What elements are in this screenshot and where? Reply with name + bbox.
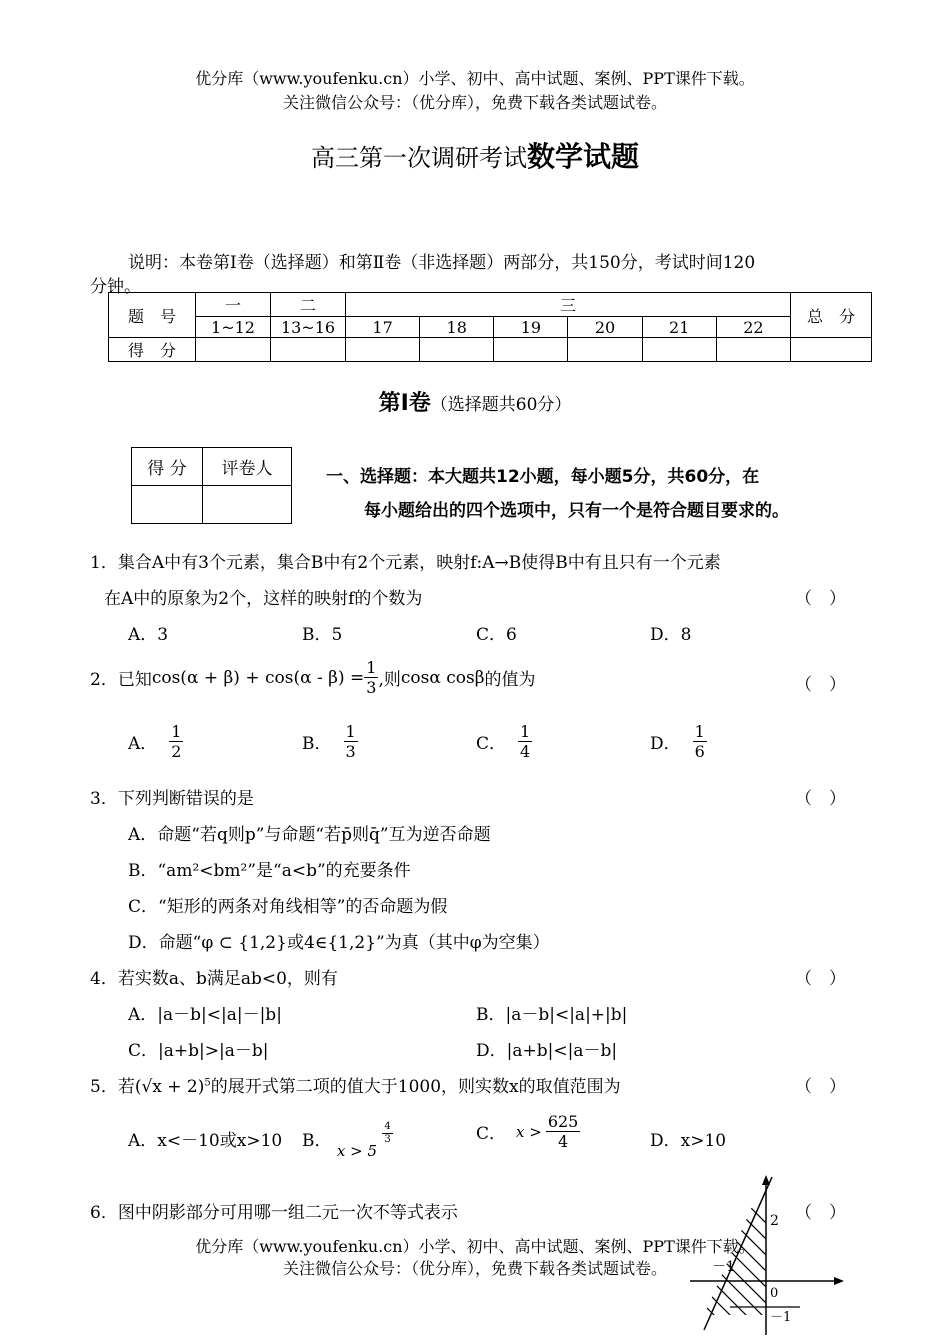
q2-expr2: cosα cosβ xyxy=(400,667,485,688)
section1-line-1: 一、选择题：本大题共12小题，每小题5分，共60分，在 xyxy=(326,467,760,487)
score-table-header: 题 号 xyxy=(109,293,196,338)
q1-line-1: 1．集合A中有3个元素，集合B中有2个元素，映射f:A→B使得B中有且只有一个元素 xyxy=(90,553,721,573)
page-title xyxy=(0,135,950,175)
section1-line-2: 每小题给出的四个选项中，只有一个是符合题目要求的。 xyxy=(364,501,789,521)
col-20: 20 xyxy=(568,317,642,338)
score-row-label: 得 分 xyxy=(109,338,196,362)
frac-num: 1 xyxy=(171,722,182,741)
label-neg1-x: －1 xyxy=(712,1259,735,1275)
group-1: 一 xyxy=(196,293,271,317)
header-line-2: 关注微信公众号：（优分库），免费下载各类试题试卷。 xyxy=(282,93,667,112)
q2-option-d[interactable] xyxy=(650,722,707,761)
col-21: 21 xyxy=(642,317,716,338)
q1-option-a[interactable]: A．3 xyxy=(128,625,169,645)
q1-option-d[interactable]: D．8 xyxy=(650,625,692,645)
q2-mid: ,则 xyxy=(378,670,401,690)
score-cell[interactable] xyxy=(420,338,494,362)
frac-num: 1 xyxy=(694,722,705,741)
q2-frac xyxy=(364,658,378,697)
q1-answer-blank[interactable]: （ ） xyxy=(795,589,846,609)
score-cell[interactable] xyxy=(642,338,716,362)
q1-option-c[interactable]: C．6 xyxy=(476,625,517,645)
col-1-12: 1~12 xyxy=(196,317,271,338)
grader-table xyxy=(131,447,292,524)
q5-answer-blank[interactable]: （ ） xyxy=(795,1077,846,1097)
score-table xyxy=(108,292,872,362)
frac-num: 1 xyxy=(520,722,531,741)
col-18: 18 xyxy=(420,317,494,338)
frac-num: 1 xyxy=(345,722,356,741)
q2-prefix: 2．已知 xyxy=(90,670,152,690)
q2-option-c-label: C． xyxy=(476,734,507,754)
q4-answer-blank[interactable]: （ ） xyxy=(795,969,846,989)
q2-expr: cos(α + β) + cos(α - β) = xyxy=(151,667,365,688)
frac-num: 4 xyxy=(384,1121,391,1132)
q5-suffix: 的展开式第二项的值大于1000，则实数x的取值范围为 xyxy=(210,1077,621,1097)
q2-frac-num: 1 xyxy=(366,658,377,677)
score-cell[interactable] xyxy=(196,338,271,362)
q5-option-d[interactable]: D．x>10 xyxy=(650,1131,727,1151)
col-19: 19 xyxy=(494,317,568,338)
q2-option-b-frac xyxy=(344,722,358,761)
q3-answer-blank[interactable]: （ ） xyxy=(795,789,846,809)
q5-option-c[interactable] xyxy=(476,1112,580,1151)
frac-num: 625 xyxy=(547,1112,579,1131)
frac-den: 6 xyxy=(694,742,705,761)
score-cell[interactable] xyxy=(568,338,642,362)
q3-option-d[interactable]: D．命题“φ ⊂ {1,2}或4∈{1,2}”为真（其中φ为空集） xyxy=(128,933,550,953)
q2-option-b-label: B． xyxy=(302,734,332,754)
title-main: 数学试题 xyxy=(526,140,639,173)
q2-frac-den: 3 xyxy=(366,678,377,697)
q5-option-b[interactable] xyxy=(302,1121,393,1160)
q5-option-c-frac xyxy=(546,1112,581,1151)
frac-den: 4 xyxy=(520,742,531,761)
q4-option-b[interactable]: B．|a－b|<|a|+|b| xyxy=(476,1005,628,1025)
frac-den: 3 xyxy=(345,742,356,761)
frac-den: 2 xyxy=(171,742,182,761)
q5-option-c-label: C． xyxy=(476,1124,507,1144)
group-2: 二 xyxy=(271,293,346,317)
q4-stem: 4．若实数a、b满足ab<0，则有 xyxy=(90,969,338,989)
q5-option-b-exp xyxy=(382,1121,392,1146)
q6-stem: 6．图中阴影部分可用哪一组二元一次不等式表示 xyxy=(90,1203,458,1223)
total-label: 总 分 xyxy=(791,293,872,338)
label-origin: 0 xyxy=(770,1286,779,1301)
grader-score-cell[interactable] xyxy=(132,486,203,524)
q3-option-c[interactable]: C．“矩形的两条对角线相等”的否命题为假 xyxy=(128,897,448,917)
header-line-1: 优分库（www.youfenku.cn）小学、初中、高中试题、案例、PPT课件下载。 xyxy=(195,69,755,88)
grader-name-cell[interactable] xyxy=(203,486,292,524)
q5-stem xyxy=(90,1072,621,1097)
q2-option-a-frac xyxy=(169,722,183,761)
q2-option-d-frac xyxy=(693,722,707,761)
q2-option-c[interactable] xyxy=(476,722,532,761)
q5-option-a[interactable]: A．x<－10或x>10 xyxy=(128,1131,283,1151)
col-13-16: 13~16 xyxy=(271,317,346,338)
q4-option-c[interactable]: C．|a+b|>|a－b| xyxy=(128,1041,269,1061)
q1-line-2: 在A中的原象为2个，这样的映射f的个数为 xyxy=(104,589,423,609)
score-cell[interactable] xyxy=(791,338,872,362)
q5-option-b-label: B． xyxy=(302,1131,332,1151)
score-cell[interactable] xyxy=(346,338,420,362)
q2-option-c-frac xyxy=(518,722,532,761)
score-cell[interactable] xyxy=(716,338,790,362)
label-two: 2 xyxy=(770,1213,779,1229)
frac-den: 3 xyxy=(384,1134,391,1145)
q5-exp: 5 xyxy=(204,1077,211,1089)
q2-option-b[interactable] xyxy=(302,722,358,761)
q4-option-a[interactable]: A．|a－b|<|a|－|b| xyxy=(128,1005,282,1025)
q2-answer-blank[interactable]: （ ） xyxy=(795,675,846,695)
q2-option-d-label: D． xyxy=(650,734,681,754)
grader-score-label: 得 分 xyxy=(132,448,203,486)
q1-option-b[interactable]: B．5 xyxy=(302,625,343,645)
q6-answer-blank[interactable]: （ ） xyxy=(795,1203,846,1223)
q5-prefix: 5．若(√x + 2) xyxy=(90,1077,205,1097)
q3-stem: 3．下列判断错误的是 xyxy=(90,789,254,809)
col-22: 22 xyxy=(716,317,790,338)
intro-line-2: 分钟。 xyxy=(90,277,141,297)
grader-label: 评卷人 xyxy=(203,448,292,486)
q3-option-b[interactable]: B．“am²<bm²”是“a<b”的充要条件 xyxy=(128,861,411,881)
q2-stem xyxy=(90,658,536,697)
footer-line-2: 关注微信公众号：（优分库），免费下载各类试题试卷。 xyxy=(282,1259,667,1278)
frac-den: 4 xyxy=(557,1132,569,1151)
label-neg1-y: －1 xyxy=(770,1310,792,1325)
q5-option-b-expr: x > 5 xyxy=(336,1142,378,1160)
q4-option-d[interactable]: D．|a+b|<|a－b| xyxy=(476,1041,618,1061)
part1-heading xyxy=(0,386,950,417)
part1-subtitle: （选择题共60分） xyxy=(430,395,572,415)
score-cell[interactable] xyxy=(494,338,568,362)
intro-line-1: 说明：本卷第Ⅰ卷（选择题）和第Ⅱ卷（非选择题）两部分，共150分，考试时间120 xyxy=(128,253,756,273)
title-prefix: 高三第一次调研考试 xyxy=(310,144,527,172)
q5-option-c-expr: x > xyxy=(516,1122,542,1141)
group-3: 三 xyxy=(346,293,791,317)
part1-title: 第Ⅰ卷 xyxy=(378,391,431,416)
col-17: 17 xyxy=(346,317,420,338)
q3-option-a[interactable]: A．命题“若q则p”与命题“若p̄则q̄”互为逆否命题 xyxy=(128,825,491,845)
q2-option-a[interactable] xyxy=(128,722,183,761)
q2-option-a-label: A． xyxy=(128,734,158,754)
q2-suffix: 的值为 xyxy=(484,670,536,690)
score-cell[interactable] xyxy=(271,338,346,362)
footer-line-1: 优分库（www.youfenku.cn）小学、初中、高中试题、案例、PPT课件下载。 xyxy=(195,1237,755,1256)
